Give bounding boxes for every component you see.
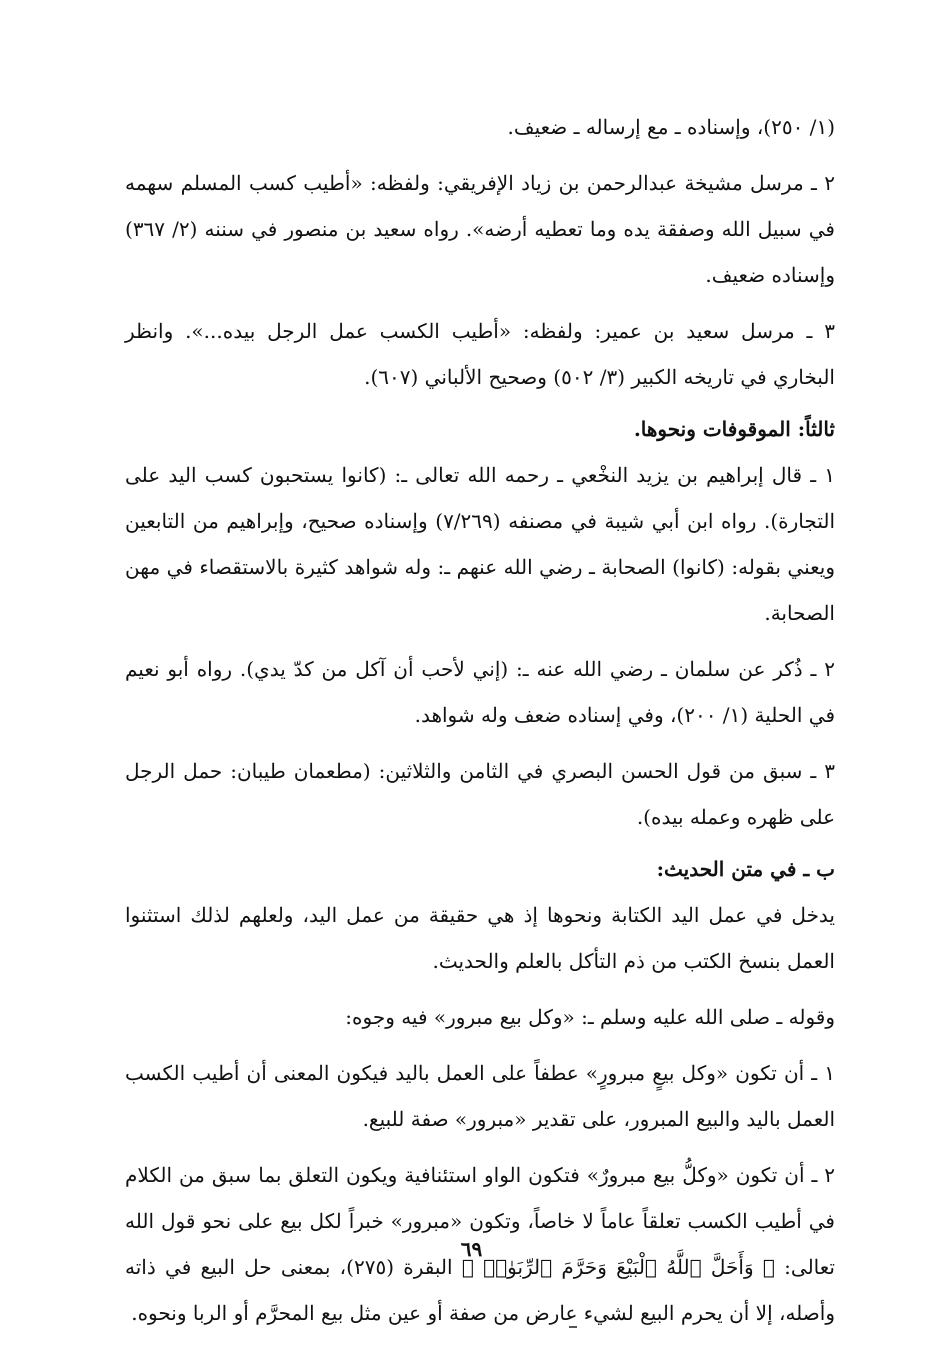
- page-body: [125, 104, 835, 1336]
- paragraph-matn-intro: يدخل في عمل اليد الكتابة ونحوها إذ هي حقيقة من عمل اليد، ولعلهم لذلك استثنوا العمل بنسخ الكتب من ذم التأكل بالعلم والحديث.: [125, 903, 835, 973]
- paragraph-mursal-2: ٢ ـ مرسل مشيخة عبدالرحمن بن زياد الإفريقي: ولفظه: «أطيب كسب المسلم سهمه في سبيل الله وصفقة يده وما تعطيه أرضه». رواه سعيد بن منصور في سننه (٢/ ٣٦٧) وإسناده ضعيف.: [125, 171, 835, 287]
- paragraph-wajh-2: ٢ ـ أن تكون «وكلُّ بيع مبرورٌ» فتكون الواو استئنافية ويكون التعلق بما سبق من الكلام في أطيب الكسب تعلقاً عاماً لا خاصاً، وتكون «مبرور» خبراً لكل بيع على نحو قول الله تعالى: ﴿ وَأَحَلَّ ٱللَّهُ ٱلْبَيْعَ وَحَرَّمَ ٱلرِّبَوٰا۟ ﴾ البقرة (٢٧٥)، بمعنى حل البيع في ذاته وأصله، إلا أن يحرم البيع لشيء عارض من صفة أو عين مثل بيع المحرَّم أو الربا ونحوه.: [125, 1163, 835, 1325]
- paragraph-mawquf-3: ٣ ـ سبق من قول الحسن البصري في الثامن والثلاثين: (مطعمان طيبان: حمل الرجل على ظهره وعمله بيده).: [125, 759, 835, 829]
- paragraph-wajh-1: ١ ـ أن تكون «وكل بيعٍ مبرورٍ» عطفاً على العمل باليد فيكون المعنى أن أطيب الكسب العمل باليد والبيع المبرور، على تقدير «مبرور» صفة للبيع.: [125, 1061, 835, 1131]
- section-heading-matn: ب ـ في متن الحديث:: [656, 857, 835, 881]
- paragraph-continuation: (١/ ٢٥٠)، وإسناده ـ مع إرساله ـ ضعيف.: [507, 115, 835, 139]
- section-heading-mawqufat: ثالثاً: الموقوفات ونحوها.: [633, 417, 835, 441]
- page-number: ٦٩: [460, 1237, 483, 1261]
- scan-speck: [569, 1326, 577, 1328]
- paragraph-wujuh-intro: وقوله ـ صلى الله عليه وسلم ـ: «وكل بيع مبرور» فيه وجوه:: [345, 1005, 835, 1029]
- paragraph-mawquf-2: ٢ ـ ذُكر عن سلمان ـ رضي الله عنه ـ: (إني لأحب أن آكل من كدّ يدي). رواه أبو نعيم في الحلية (١/ ٢٠٠)، وفي إسناده ضعف وله شواهد.: [125, 657, 835, 727]
- paragraph-mawquf-1: ١ ـ قال إبراهيم بن يزيد النخْعي ـ رحمه الله تعالى ـ: (كانوا يستحبون كسب اليد على التجارة). رواه ابن أبي شيبة في مصنفه (٧/٢٦٩) وإسناده صحيح، وإبراهيم من التابعين ويعني بقوله: (كانوا) الصحابة ـ رضي الله عنهم ـ: وله شواهد كثيرة بالاستقصاء في مهن الصحابة.: [125, 463, 835, 625]
- paragraph-mursal-3: ٣ ـ مرسل سعيد بن عمير: ولفظه: «أطيب الكسب عمل الرجل بيده...». وانظر البخاري في تاريخه الكبير (٣/ ٥٠٢) وصحيح الألباني (٦٠٧).: [125, 319, 835, 389]
